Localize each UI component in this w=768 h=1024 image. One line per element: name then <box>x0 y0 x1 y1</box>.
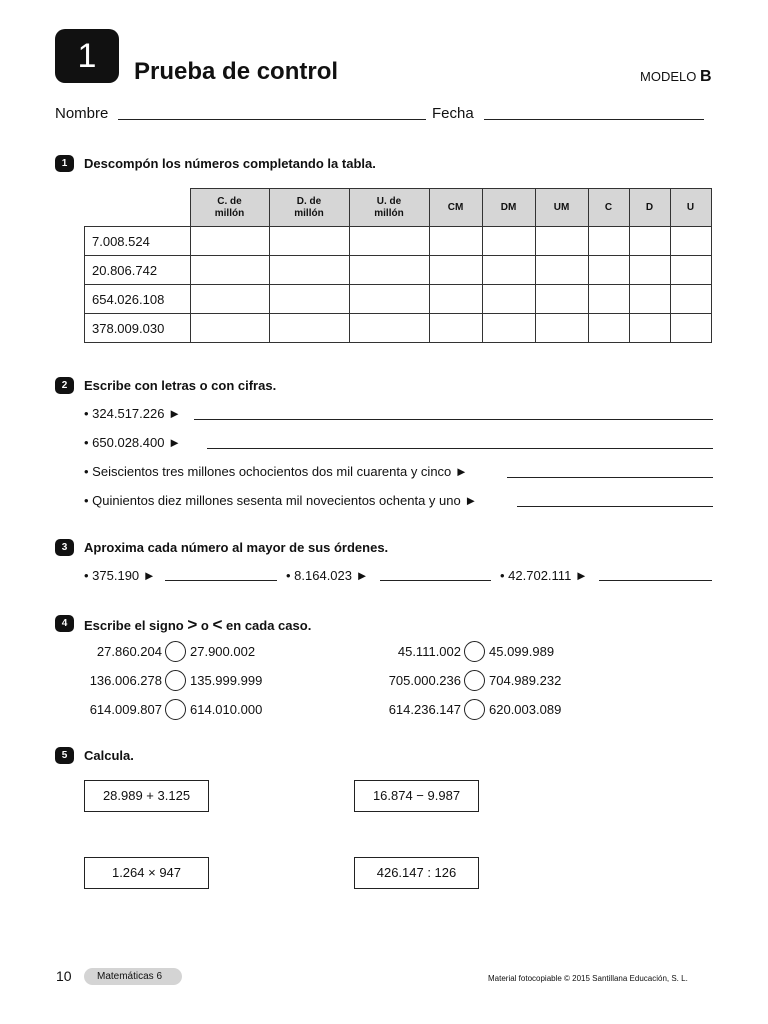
table-cell[interactable] <box>535 256 588 285</box>
modelo-label <box>640 68 712 86</box>
table-cell[interactable] <box>670 285 711 314</box>
table-cell[interactable] <box>269 256 349 285</box>
copyright-notice: Material fotocopiable © 2015 Santillana Educación, S. L. <box>488 974 688 983</box>
table-cell[interactable] <box>349 285 429 314</box>
table-cell[interactable] <box>588 256 629 285</box>
q2-item-3: • Seiscientos tres millones ochocientos dos mil cuarenta y cinco ► <box>84 464 468 479</box>
table-cell[interactable] <box>670 314 711 343</box>
col-cm: CM <box>429 189 482 227</box>
calc-box-1: 28.989 + 3.125 <box>84 780 209 812</box>
table-cell[interactable] <box>535 285 588 314</box>
q2-answer-line-3[interactable] <box>507 477 713 478</box>
cmp-right-1: 27.900.002 <box>190 644 256 659</box>
question-1-text: Descompón los números completando la tabla. <box>84 156 376 171</box>
cmp-right-4: 45.099.989 <box>489 644 555 659</box>
col-u-millon: U. de millón <box>349 189 429 227</box>
table-cell[interactable] <box>269 227 349 256</box>
table-cell[interactable] <box>535 314 588 343</box>
table-cell[interactable] <box>482 227 535 256</box>
compare-circle[interactable] <box>464 670 485 691</box>
q2-item-1: • 324.517.226 ► <box>84 406 181 421</box>
table-cell[interactable] <box>429 314 482 343</box>
col-dm: DM <box>482 189 535 227</box>
question-2-number: 2 <box>55 377 74 394</box>
table-cell[interactable] <box>588 285 629 314</box>
compare-circle[interactable] <box>165 699 186 720</box>
table-cell[interactable] <box>629 314 670 343</box>
modelo-text: MODELO <box>640 69 697 84</box>
decomposition-table <box>84 188 712 343</box>
table-cell[interactable] <box>588 227 629 256</box>
table-row <box>85 285 712 314</box>
cmp-left-5: 705.000.236 <box>388 673 461 688</box>
compare-circle[interactable] <box>464 641 485 662</box>
table-cell[interactable] <box>190 256 269 285</box>
question-5-text: Calcula. <box>84 748 134 763</box>
question-3-text: Aproxima cada número al mayor de sus órdenes. <box>84 540 389 555</box>
table-cell[interactable] <box>482 314 535 343</box>
question-2-text: Escribe con letras o con cifras. <box>84 378 277 393</box>
table-row <box>85 227 712 256</box>
table-cell[interactable] <box>190 285 269 314</box>
table-cell[interactable] <box>269 314 349 343</box>
row-number: 7.008.524 <box>85 227 191 256</box>
less-than-sign: < <box>212 615 223 634</box>
q3-item-1: • 375.190 ► <box>84 568 156 583</box>
table-row <box>85 314 712 343</box>
table-cell[interactable] <box>670 227 711 256</box>
table-header-row <box>85 189 712 227</box>
question-5-number: 5 <box>55 747 74 764</box>
q3-item-3: • 42.702.111 ► <box>500 568 588 583</box>
fecha-field[interactable] <box>484 119 704 120</box>
table-cell[interactable] <box>629 285 670 314</box>
table-row <box>85 256 712 285</box>
col-d-millon: D. de millón <box>269 189 349 227</box>
q3-answer-line-1[interactable] <box>165 580 277 581</box>
row-number: 654.026.108 <box>85 285 191 314</box>
question-4-text: Escribe el signo > o < en cada caso. <box>84 615 312 634</box>
col-c: C <box>588 189 629 227</box>
modelo-letter: B <box>699 68 712 85</box>
calc-box-2: 16.874 − 9.987 <box>354 780 479 812</box>
calc-box-3: 1.264 × 947 <box>84 857 209 889</box>
cmp-right-6: 620.003.089 <box>489 702 562 717</box>
row-number: 20.806.742 <box>85 256 191 285</box>
unit-number-badge: 1 <box>55 29 119 83</box>
compare-circle[interactable] <box>165 641 186 662</box>
cmp-left-1: 27.860.204 <box>96 644 162 659</box>
table-cell[interactable] <box>535 227 588 256</box>
table-cell[interactable] <box>349 256 429 285</box>
book-label: Matemáticas 6 <box>84 968 182 985</box>
q2-answer-line-2[interactable] <box>207 448 713 449</box>
q2-item-4: • Quinientos diez millones sesenta mil novecientos ochenta y uno ► <box>84 493 478 508</box>
col-um: UM <box>535 189 588 227</box>
compare-circle[interactable] <box>165 670 186 691</box>
col-d: D <box>629 189 670 227</box>
cmp-right-2: 135.999.999 <box>190 673 263 688</box>
fecha-label: Fecha <box>432 105 474 122</box>
table-cell[interactable] <box>429 285 482 314</box>
question-1-number: 1 <box>55 155 74 172</box>
cmp-left-6: 614.236.147 <box>388 702 461 717</box>
q2-item-2: • 650.028.400 ► <box>84 435 181 450</box>
q3-answer-line-2[interactable] <box>380 580 491 581</box>
col-c-millon: C. de millón <box>190 189 269 227</box>
table-cell[interactable] <box>670 256 711 285</box>
table-cell[interactable] <box>429 256 482 285</box>
question-4-number: 4 <box>55 615 74 632</box>
table-header-blank <box>85 189 191 227</box>
cmp-right-5: 704.989.232 <box>489 673 562 688</box>
q2-answer-line-4[interactable] <box>517 506 713 507</box>
cmp-right-3: 614.010.000 <box>190 702 263 717</box>
cmp-left-2: 136.006.278 <box>89 673 162 688</box>
nombre-field[interactable] <box>118 119 426 120</box>
nombre-label: Nombre <box>55 105 109 122</box>
col-u: U <box>670 189 711 227</box>
table-cell[interactable] <box>349 314 429 343</box>
table-cell[interactable] <box>190 227 269 256</box>
cmp-left-3: 614.009.807 <box>89 702 162 717</box>
greater-than-sign: > <box>187 615 198 634</box>
table-cell[interactable] <box>629 227 670 256</box>
table-cell[interactable] <box>269 285 349 314</box>
q2-answer-line-1[interactable] <box>194 419 713 420</box>
q3-answer-line-3[interactable] <box>599 580 712 581</box>
cmp-left-4: 45.111.002 <box>397 644 461 659</box>
page-number: 10 <box>56 968 72 984</box>
table-cell[interactable] <box>349 227 429 256</box>
calc-box-4: 426.147 : 126 <box>354 857 479 889</box>
table-cell[interactable] <box>482 285 535 314</box>
table-cell[interactable] <box>190 314 269 343</box>
compare-circle[interactable] <box>464 699 485 720</box>
table-cell[interactable] <box>482 256 535 285</box>
row-number: 378.009.030 <box>85 314 191 343</box>
table-cell[interactable] <box>429 227 482 256</box>
question-3-number: 3 <box>55 539 74 556</box>
page-title: Prueba de control <box>134 58 339 85</box>
q3-item-2: • 8.164.023 ► <box>286 568 369 583</box>
table-cell[interactable] <box>588 314 629 343</box>
table-cell[interactable] <box>629 256 670 285</box>
